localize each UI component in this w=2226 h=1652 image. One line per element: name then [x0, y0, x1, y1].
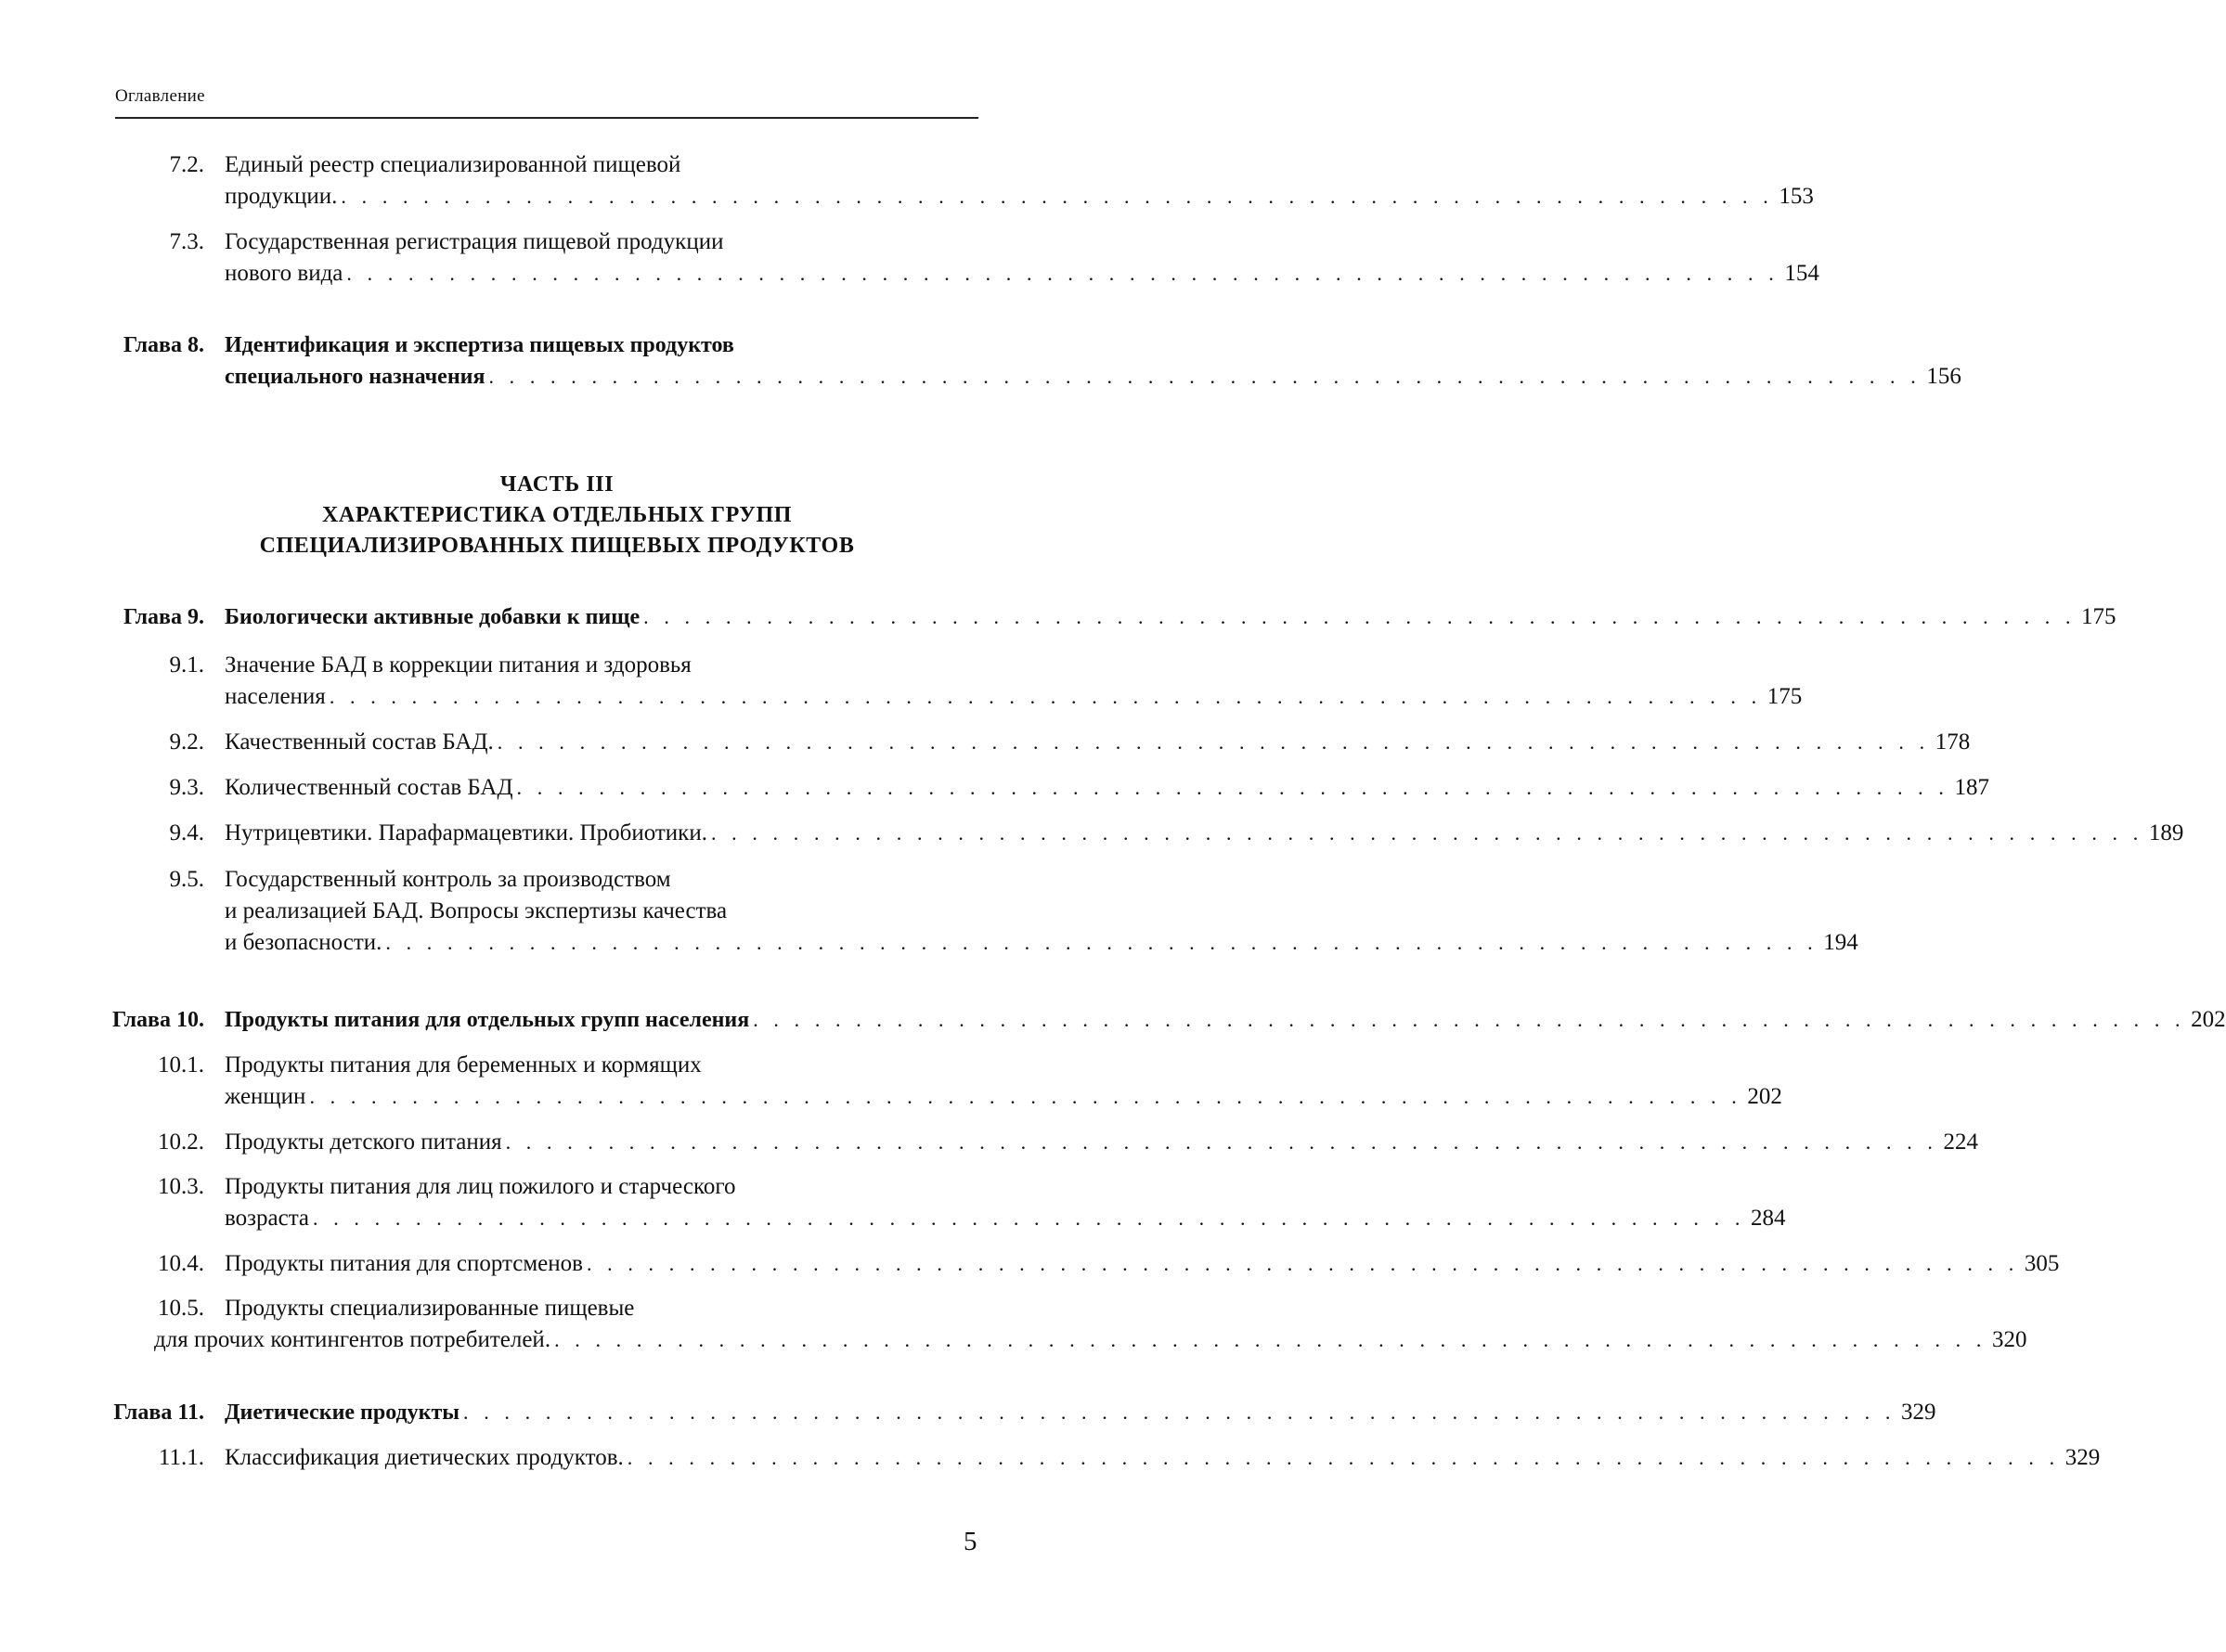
entry-last-line	[225, 181, 1814, 213]
dot-leader: . . . . . . . . . . . . . . . . . . . . . . . . . . . . . . . . . . . . . . . . . . . . . . . . . . . . . . . . . . . . . . . . . . . . . .	[463, 1400, 1896, 1424]
page-ref: 284	[1750, 1206, 1786, 1231]
entry-number: 9.1.	[169, 652, 204, 678]
part-label: ЧАСТЬ III	[499, 472, 615, 497]
chapter-number: Глава 10.	[112, 1008, 204, 1032]
dot-leader: . . . . . . . . . . . . . . . . . . . . . . . . . . . . . . . . . . . . . . . . . . . . . . . . . . . . . . . . . . . . . . . . . . . . . .	[643, 605, 2077, 628]
chapter-title: Диетические продукты	[225, 1400, 460, 1425]
page-ref: 189	[2148, 820, 2184, 845]
page-ref: 175	[1767, 684, 1803, 709]
dot-leader: . . . . . . . . . . . . . . . . . . . . . . . . . . . . . . . . . . . . . . . . . . . . . . . . . . . . . . . . . . . . . . . . . . . . . .	[385, 931, 1818, 954]
chapter-title-line: Идентификация и экспертиза пищевых продуктов	[225, 333, 734, 357]
dot-leader: . . . . . . . . . . . . . . . . . . . . . . . . . . . . . . . . . . . . . . . . . . . . . . . . . . . . . . . . . . . . . . . . . . . . . .	[554, 1328, 1987, 1351]
entry-title-end: населения	[225, 684, 326, 709]
entry-title: Продукты питания для спортсменов	[225, 1251, 583, 1276]
entry-title-line: Государственная регистрация пищевой продукции	[225, 229, 724, 254]
chapter-title: Продукты питания для отдельных групп населения	[225, 1008, 750, 1032]
entry-title-end: и безопасности.	[225, 930, 382, 955]
entry-number: 10.4.	[158, 1251, 204, 1276]
entry-title-line: Продукты питания для беременных и кормящих	[225, 1052, 702, 1078]
part-heading	[0, 470, 1114, 561]
entry-number: 11.1.	[158, 1445, 204, 1470]
entry-last-line	[225, 1248, 2060, 1280]
entry-number: 10.5.	[158, 1296, 204, 1321]
entry-number: 7.3.	[169, 229, 204, 254]
entry-last-line	[225, 1397, 1936, 1428]
entry-title-line: Единый реестр специализированной пищевой	[225, 152, 681, 177]
entry-number: 10.1.	[158, 1052, 204, 1078]
entry-title-end: нового вида	[225, 261, 343, 286]
entry-last-line	[225, 1081, 1782, 1113]
entry-last-line	[225, 681, 1803, 713]
entry-number: 9.5.	[169, 867, 204, 892]
dot-leader: . . . . . . . . . . . . . . . . . . . . . . . . . . . . . . . . . . . . . . . . . . . . . . . . . . . . . . . . . . . . . . . . . . . . . .	[346, 262, 1780, 285]
dot-leader: . . . . . . . . . . . . . . . . . . . . . . . . . . . . . . . . . . . . . . . . . . . . . . . . . . . . . . . . . . . . . . . . . . . . . .	[497, 730, 1930, 754]
running-head: Оглавление	[115, 86, 205, 106]
page-ref: 175	[2081, 604, 2116, 629]
entry-title-end: женщин	[225, 1084, 306, 1109]
page-ref: 154	[1784, 261, 1819, 286]
entry-title: Классификация диетических продуктов.	[225, 1445, 624, 1470]
page-ref: 224	[1943, 1129, 1978, 1155]
page-number: 5	[964, 1527, 977, 1556]
entry-title-line: Продукты специализированные пищевые	[225, 1296, 635, 1321]
page-ref: 178	[1935, 729, 1971, 755]
dot-leader: . . . . . . . . . . . . . . . . . . . . . . . . . . . . . . . . . . . . . . . . . . . . . . . . . . . . . . . . . . . . . . . . . . . . . .	[627, 1446, 2060, 1469]
entry-title-line: Государственный контроль за производством	[225, 867, 671, 892]
dot-leader: . . . . . . . . . . . . . . . . . . . . . . . . . . . . . . . . . . . . . . . . . . . . . . . . . . . . . . . . . . . . . . . . . . . . . .	[586, 1252, 2019, 1275]
entry-last-line	[225, 727, 1971, 758]
page-ref: 320	[1991, 1327, 2027, 1352]
chapter-number: Глава 8.	[123, 333, 204, 357]
page-ref: 202	[2191, 1007, 2226, 1032]
entry-last-line	[225, 361, 1961, 393]
page-ref: 329	[1900, 1400, 1936, 1425]
entry-last-line	[225, 927, 1858, 959]
entry-last-line	[225, 1203, 1786, 1234]
dot-leader: . . . . . . . . . . . . . . . . . . . . . . . . . . . . . . . . . . . . . . . . . . . . . . . . . . . . . . . . . . . . . . . . . . . . . .	[710, 821, 2143, 845]
entry-last-line	[225, 1442, 2101, 1474]
entry-number: 9.4.	[169, 820, 204, 845]
entry-number: 7.2.	[169, 152, 204, 177]
dot-leader: . . . . . . . . . . . . . . . . . . . . . . . . . . . . . . . . . . . . . . . . . . . . . . . . . . . . . . . . . . . . . . . . . . . . . .	[488, 365, 1922, 388]
entry-last-line	[225, 772, 1989, 804]
entry-title: Продукты детского питания	[225, 1129, 502, 1155]
entry-last-line	[225, 601, 2116, 633]
dot-leader: . . . . . . . . . . . . . . . . . . . . . . . . . . . . . . . . . . . . . . . . . . . . . . . . . . . . . . . . . . . . . . . . . . . . . .	[313, 1207, 1745, 1230]
entry-title: Качественный состав БАД.	[225, 729, 494, 755]
page-ref: 194	[1823, 930, 1858, 955]
entry-title-end: для прочих контингентов потребителей.	[154, 1327, 551, 1352]
dot-leader: . . . . . . . . . . . . . . . . . . . . . . . . . . . . . . . . . . . . . . . . . . . . . . . . . . . . . . . . . . . . . . . . . . . . . .	[753, 1008, 2186, 1031]
entry-last-line	[225, 258, 1819, 290]
page-ref: 329	[2064, 1445, 2101, 1470]
entry-last-line	[154, 1324, 2027, 1356]
entry-last-line	[225, 1004, 2226, 1036]
page-ref: 153	[1779, 184, 1814, 209]
page-ref: 187	[1954, 775, 1989, 800]
entry-title-end: продукции.	[225, 184, 338, 209]
dot-leader: . . . . . . . . . . . . . . . . . . . . . . . . . . . . . . . . . . . . . . . . . . . . . . . . . . . . . . . . . . . . . . . . . . . . . .	[329, 685, 1762, 708]
page-ref: 305	[2024, 1251, 2060, 1276]
dot-leader: . . . . . . . . . . . . . . . . . . . . . . . . . . . . . . . . . . . . . . . . . . . . . . . . . . . . . . . . . . . . . . . . . . . . . .	[341, 185, 1774, 208]
chapter-number: Глава 9.	[123, 605, 204, 629]
page-ref: 202	[1747, 1084, 1782, 1109]
entry-number: 9.3.	[169, 775, 204, 800]
entry-number: 9.2.	[169, 729, 204, 755]
entry-title: Нутрицевтики. Парафармацевтики. Пробиотики.	[225, 820, 707, 845]
part-title-line: СПЕЦИАЛИЗИРОВАННЫХ ПИЩЕВЫХ ПРОДУКТОВ	[259, 534, 855, 558]
entry-title: Количественный состав БАД	[225, 775, 513, 800]
entry-last-line	[225, 1127, 1978, 1158]
entry-last-line	[225, 818, 2184, 849]
part-title-line: ХАРАКТЕРИСТИКА ОТДЕЛЬНЫХ ГРУПП	[321, 503, 793, 527]
entry-title-end: возраста	[225, 1206, 310, 1231]
chapter-number: Глава 11.	[113, 1400, 204, 1425]
dot-leader: . . . . . . . . . . . . . . . . . . . . . . . . . . . . . . . . . . . . . . . . . . . . . . . . . . . . . . . . . . . . . . . . . . . . . .	[505, 1130, 1938, 1154]
entry-number: 10.2.	[158, 1129, 204, 1155]
page-ref: 156	[1926, 364, 1961, 389]
chapter-title-end: специального назначения	[225, 365, 485, 389]
entry-title-line: Продукты питания для лиц пожилого и старческого	[225, 1174, 736, 1199]
entry-number: 10.3.	[158, 1174, 204, 1199]
dot-leader: . . . . . . . . . . . . . . . . . . . . . . . . . . . . . . . . . . . . . . . . . . . . . . . . . . . . . . . . . . . . . . . . . . . . . .	[516, 776, 1949, 799]
chapter-title: Биологически активные добавки к пище	[225, 605, 641, 629]
entry-title-line: Значение БАД в коррекции питания и здоровья	[225, 652, 692, 678]
entry-title-line: и реализацией БАД. Вопросы экспертизы качества	[225, 898, 728, 923]
dot-leader: . . . . . . . . . . . . . . . . . . . . . . . . . . . . . . . . . . . . . . . . . . . . . . . . . . . . . . . . . . . . . . . . . . . . . .	[309, 1085, 1742, 1108]
